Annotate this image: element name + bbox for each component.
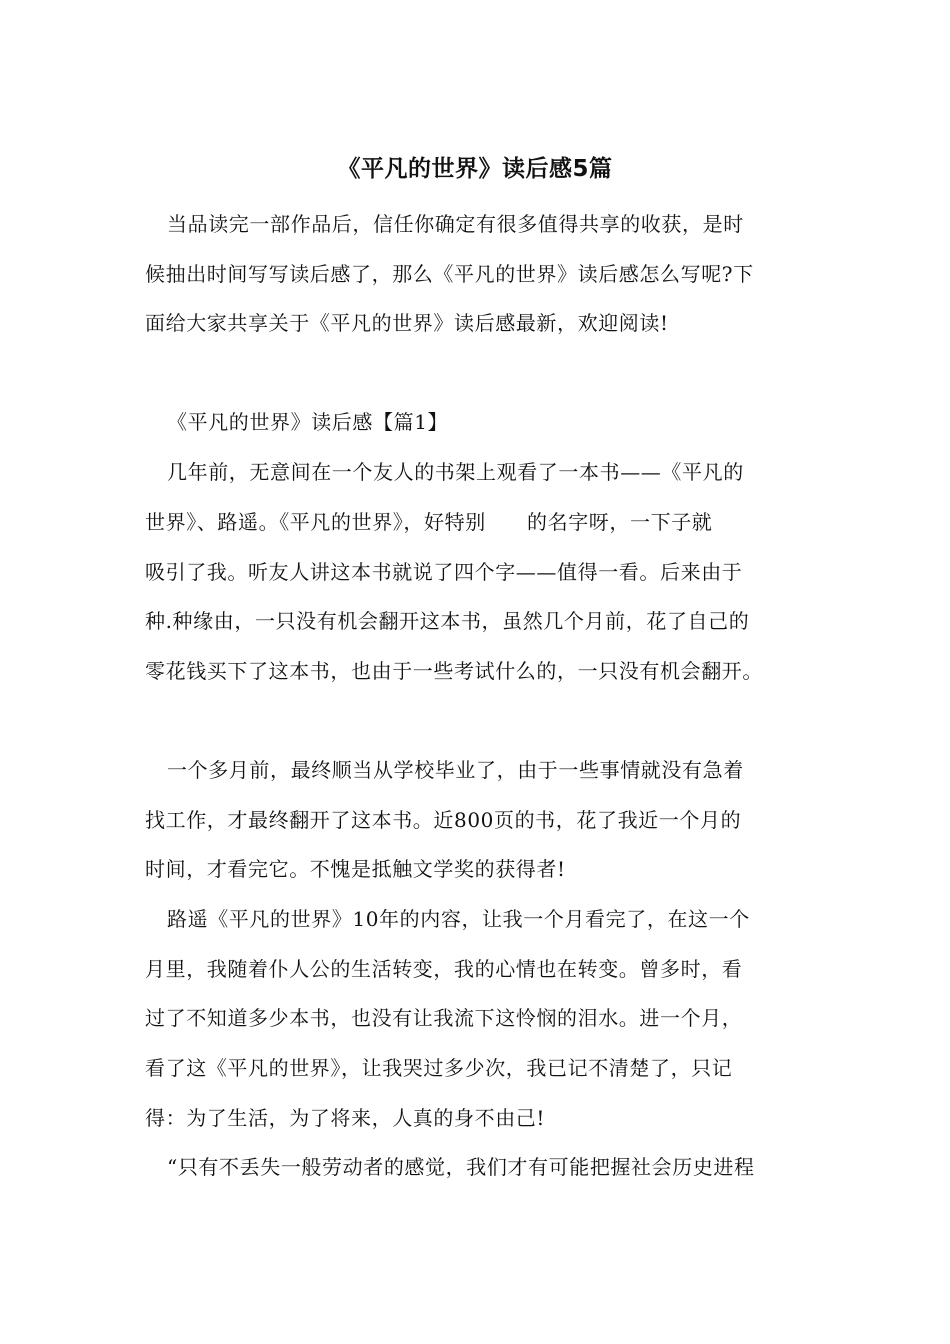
- paragraph-line: 时间，才看完它。不愧是抵触文学奖的获得者!: [145, 857, 566, 881]
- paragraph-line: 月里，我随着仆人公的生活转变，我的心情也在转变。曾多时，看: [145, 957, 743, 981]
- paragraph-line: “只有不丢失一般劳动者的感觉，我们才有可能把握社会历史进程: [167, 1155, 755, 1179]
- paragraph-line: 路遥《平凡的世界》10年的内容，让我一个月看完了，在这一个: [167, 907, 750, 931]
- section-heading: 《平凡的世界》读后感【篇1】: [167, 410, 449, 434]
- paragraph-line: 几年前，无意间在一个友人的书架上观看了一本书——《平凡的: [167, 460, 744, 484]
- paragraph-line: 当品读完一部作品后，信任你确定有很多值得共享的收获，是时: [167, 212, 744, 236]
- paragraph-line: 得：为了生活，为了将来，人真的身不由己!: [145, 1106, 546, 1130]
- paragraph-line: 世界》、路遥。《平凡的世界》，好特别 的名字呀，一下子就: [145, 510, 713, 534]
- paragraph-line: 面给大家共享关于《平凡的世界》读后感最新，欢迎阅读!: [145, 311, 669, 335]
- paragraph-line: 看了这《平凡的世界》，让我哭过多少次，我已记不清楚了，只记: [145, 1056, 733, 1080]
- paragraph-line: 找工作，才最终翻开了这本书。近800页的书，花了我近一个月的: [145, 808, 742, 832]
- paragraph-line: 一个多月前，最终顺当从学校毕业了，由于一些事情就没有急着: [167, 758, 744, 782]
- paragraph-line: 吸引了我。听友人讲这本书就说了四个字——值得一看。后来由于: [145, 560, 743, 584]
- paragraph-line: 零花钱买下了这本书，也由于一些考试什么的，一只没有机会翻开。: [145, 659, 763, 683]
- document-title: 《平凡的世界》读后感5篇: [337, 156, 613, 182]
- paragraph-line: 候抽出时间写写读后感了，那么《平凡的世界》读后感怎么写呢?下: [145, 262, 754, 286]
- paragraph-line: 种.种缘由，一只没有机会翻开这本书，虽然几个月前，花了自己的: [145, 609, 750, 633]
- paragraph-line: 过了不知道多少本书，也没有让我流下这怜悯的泪水。进一个月，: [145, 1006, 743, 1030]
